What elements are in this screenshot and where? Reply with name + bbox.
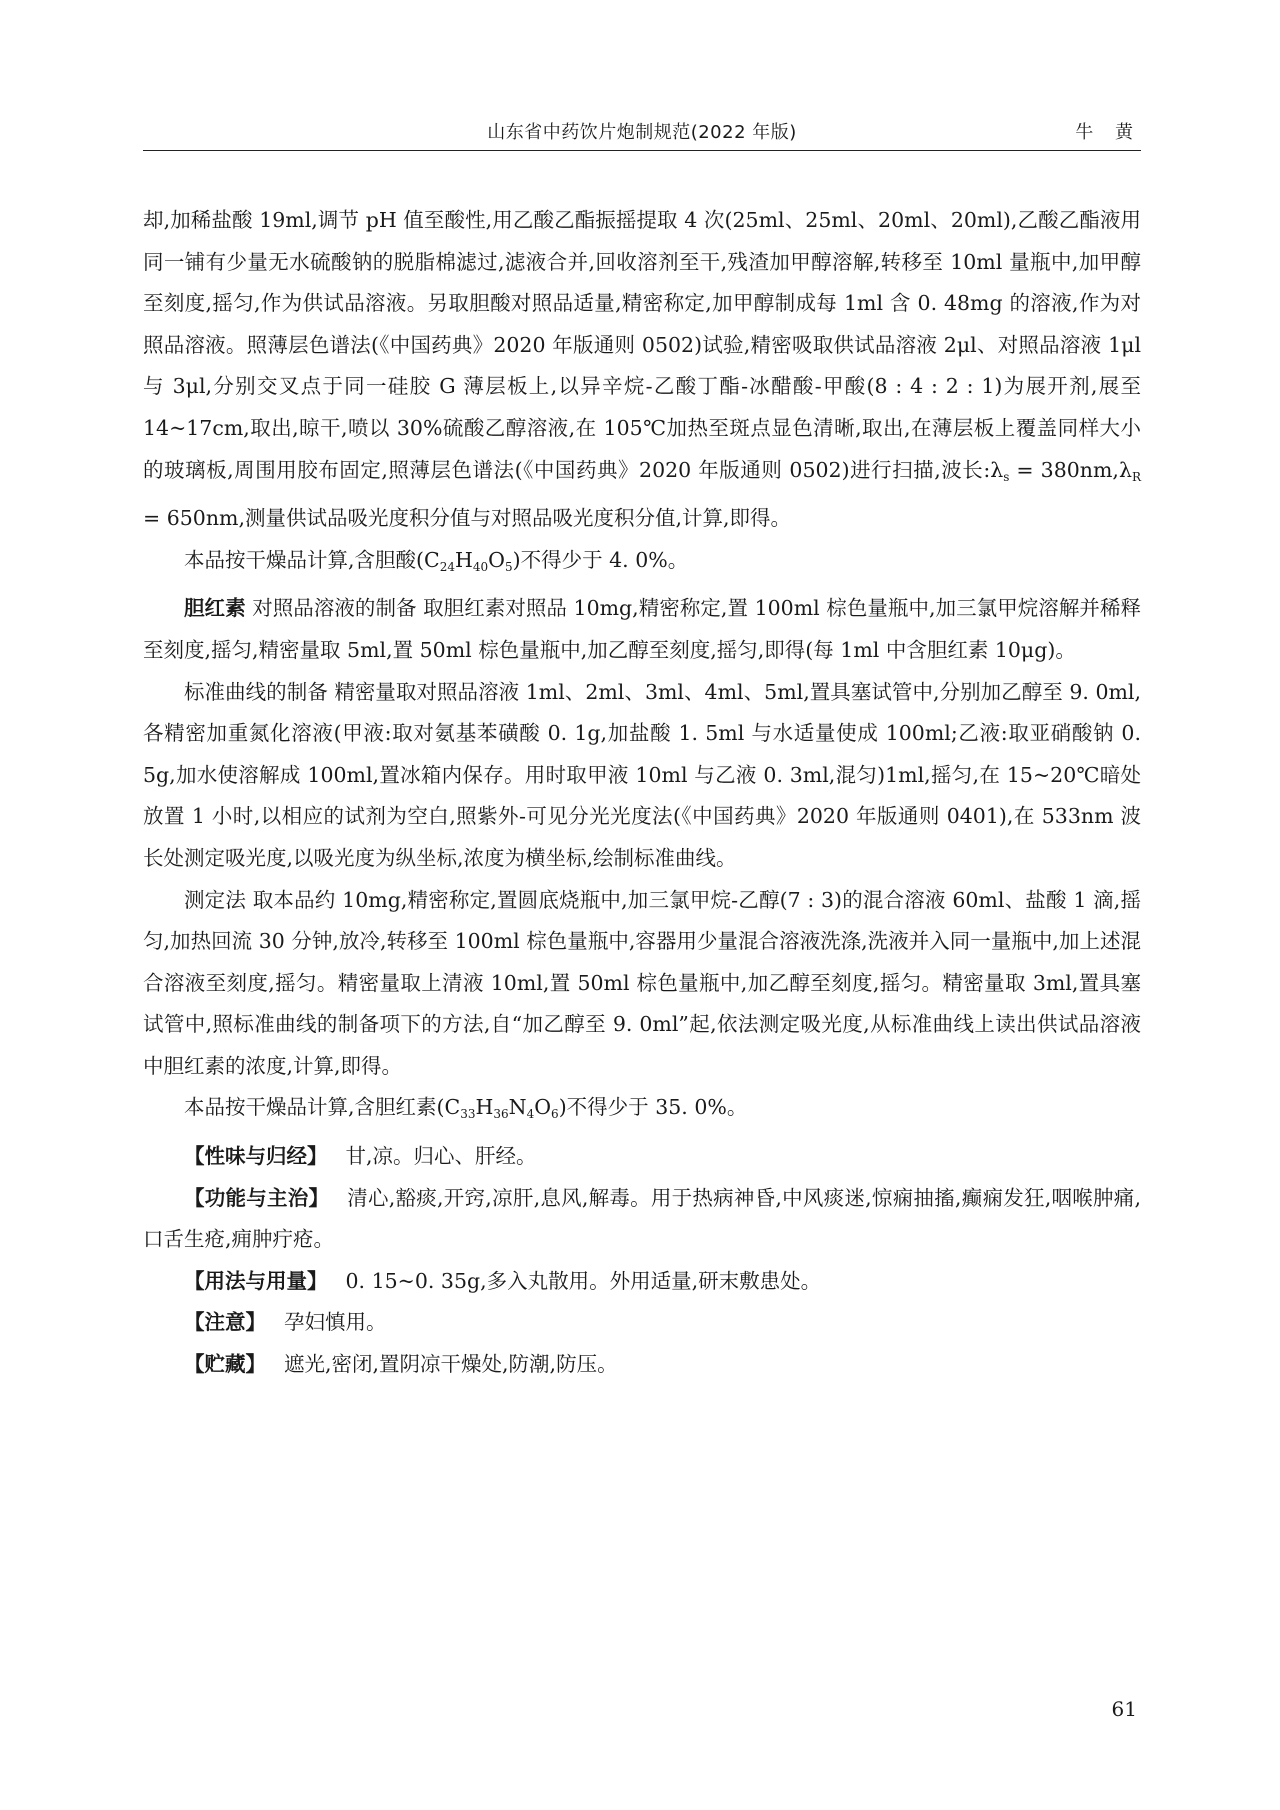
- section-label: 【注意】: [184, 1310, 266, 1335]
- paragraph-cholic-acid-limit: [143, 540, 1141, 589]
- text-run: O: [488, 547, 505, 572]
- paragraph-bilirubin-limit: [143, 1087, 1141, 1136]
- subscript: 6: [551, 1107, 559, 1122]
- text-run: )不得少于 4. 0%。: [512, 547, 689, 572]
- text-run: 本品按干燥品计算,含胆酸(C: [184, 547, 440, 572]
- section-usage-dosage: [143, 1261, 1141, 1303]
- section-label: 【用法与用量】: [184, 1268, 328, 1293]
- page-number: 61: [1111, 1697, 1137, 1721]
- section-label: 【贮藏】: [184, 1352, 266, 1377]
- text-run: 对照品溶液的制备 取胆红素对照品 10mg,精密称定,置 100ml 棕色量瓶中,加三氯甲烷溶解并稀释至刻度,摇匀,精密量取 5ml,置 50ml 棕色量瓶中,加乙醇至刻度,摇匀,即得(每 1ml 中含胆红素 10μg)。: [143, 596, 1141, 662]
- paragraph-bilirubin-reference: [143, 588, 1141, 671]
- section-function-indication: [143, 1178, 1141, 1261]
- section-text: 甘,凉。归心、肝经。: [345, 1144, 537, 1169]
- section-text: 清心,豁痰,开窍,凉肝,息风,解毒。用于热病神昏,中风痰迷,惊痫抽搐,癫痫发狂,咽喉肿痛,口舌生疮,痈肿疔疮。: [143, 1185, 1141, 1252]
- subscript: s: [1003, 469, 1010, 484]
- subscript: 5: [504, 559, 513, 574]
- body-text: [143, 200, 1141, 1386]
- subscript: 24: [439, 559, 455, 574]
- section-text: 遮光,密闭,置阴凉干燥处,防潮,防压。: [284, 1352, 618, 1377]
- header-section-name: 牛 黄: [1075, 122, 1141, 143]
- section-storage: [143, 1344, 1141, 1386]
- text-run: H: [475, 1095, 494, 1120]
- subscript: 4: [526, 1107, 535, 1122]
- section-caution: [143, 1302, 1141, 1344]
- subscript: R: [1131, 469, 1141, 484]
- text-run: H: [454, 547, 473, 572]
- paragraph-standard-curve: 标准曲线的制备 精密量取对照品溶液 1ml、2ml、3ml、4ml、5ml,置具塞试管中,分别加乙醇至 9. 0ml,各精密加重氮化溶液(甲液:取对氨基苯磺酸 0. 1g,加盐酸 1. 5ml 与水适量使成 100ml;乙液:取亚硝酸钠 0. 5g,加水使溶解成 100ml,置冰箱内保存。用时取甲液 10ml 与乙液 0. 3ml,混匀)1ml,摇匀,在 15~20℃暗处放置 1 小时,以相应的试剂为空白,照紫外-可见分光光度法(《中国药典》2020 年版通则 0401),在 533nm 波长处测定吸光度,以吸光度为纵坐标,浓度为横坐标,绘制标准曲线。: [143, 679, 1141, 870]
- text-run: )不得少于 35. 0%。: [558, 1095, 748, 1120]
- text-run: 却,加稀盐酸 19ml,调节 pH 值至酸性,用乙酸乙酯振摇提取 4 次(25ml、25ml、20ml、20ml),乙酸乙酯液用同一铺有少量无水硫酸钠的脱脂棉滤过,滤液合并,回收溶剂至干,残渣加甲醇溶解,转移至 10ml 量瓶中,加甲醇至刻度,摇匀,作为供试品溶液。另取胆酸对照品适量,精密称定,加甲醇制成每 1ml 含 0. 48mg 的溶液,作为对照品溶液。照薄层色谱法(《中国药典》2020 年版通则 0502)试验,精密吸取供试品溶液 2μl、对照品溶液 1μl 与 3μl,分别交叉点于同一硅胶 G 薄层板上,以异辛烷-乙酸丁酯-冰醋酸-甲酸(8 : 4 : 2 : 1)为展开剂,展至 14~17cm,取出,晾干,喷以 30%硫酸乙醇溶液,在 105℃加热至斑点显色清晰,取出,在薄层板上覆盖同样大小的玻璃板,周围用胶布固定,照薄层色谱法(《中国药典》2020 年版通则 0502)进行扫描,波长:λ: [143, 208, 1141, 482]
- section-text: 孕妇慎用。: [284, 1310, 387, 1335]
- text-run: 本品按干燥品计算,含胆红素(C: [184, 1095, 461, 1120]
- subscript: 36: [493, 1107, 509, 1122]
- text-run: = 380nm,λ: [1009, 457, 1132, 482]
- header-book-title: 山东省中药饮片炮制规范(2022 年版): [487, 122, 797, 143]
- section-label: 【性味与归经】: [184, 1144, 328, 1169]
- text-run: = 650nm,测量供试品吸光度积分值与对照品吸光度积分值,计算,即得。: [143, 506, 792, 531]
- section-taste-meridian: [143, 1136, 1141, 1178]
- section-label: 【功能与主治】: [184, 1185, 330, 1210]
- paragraph-cholic-acid-method: [143, 200, 1141, 540]
- text-run: N: [508, 1095, 527, 1120]
- bilirubin-heading: 胆红素: [184, 596, 246, 621]
- subscript: 40: [472, 559, 489, 574]
- running-header: [143, 112, 1141, 146]
- text-run: O: [534, 1095, 552, 1120]
- section-text: 0. 15~0. 35g,多入丸散用。外用适量,研末敷患处。: [345, 1268, 822, 1293]
- paragraph-assay-method: 测定法 取本品约 10mg,精密称定,置圆底烧瓶中,加三氯甲烷-乙醇(7 : 3)的混合溶液 60ml、盐酸 1 滴,摇匀,加热回流 30 分钟,放冷,转移至 100ml 棕色量瓶中,容器用少量混合溶液洗涤,洗液并入同一量瓶中,加上述混合溶液至刻度,摇匀。精密量取上清液 10ml,置 50ml 棕色量瓶中,加乙醇至刻度,摇匀。精密量取 3ml,置具塞试管中,照标准曲线的制备项下的方法,自“加乙醇至 9. 0ml”起,依法测定吸光度,从标准曲线上读出供试品溶液中胆红素的浓度,计算,即得。: [143, 887, 1141, 1078]
- header-divider: [143, 150, 1141, 151]
- subscript: 33: [460, 1107, 476, 1122]
